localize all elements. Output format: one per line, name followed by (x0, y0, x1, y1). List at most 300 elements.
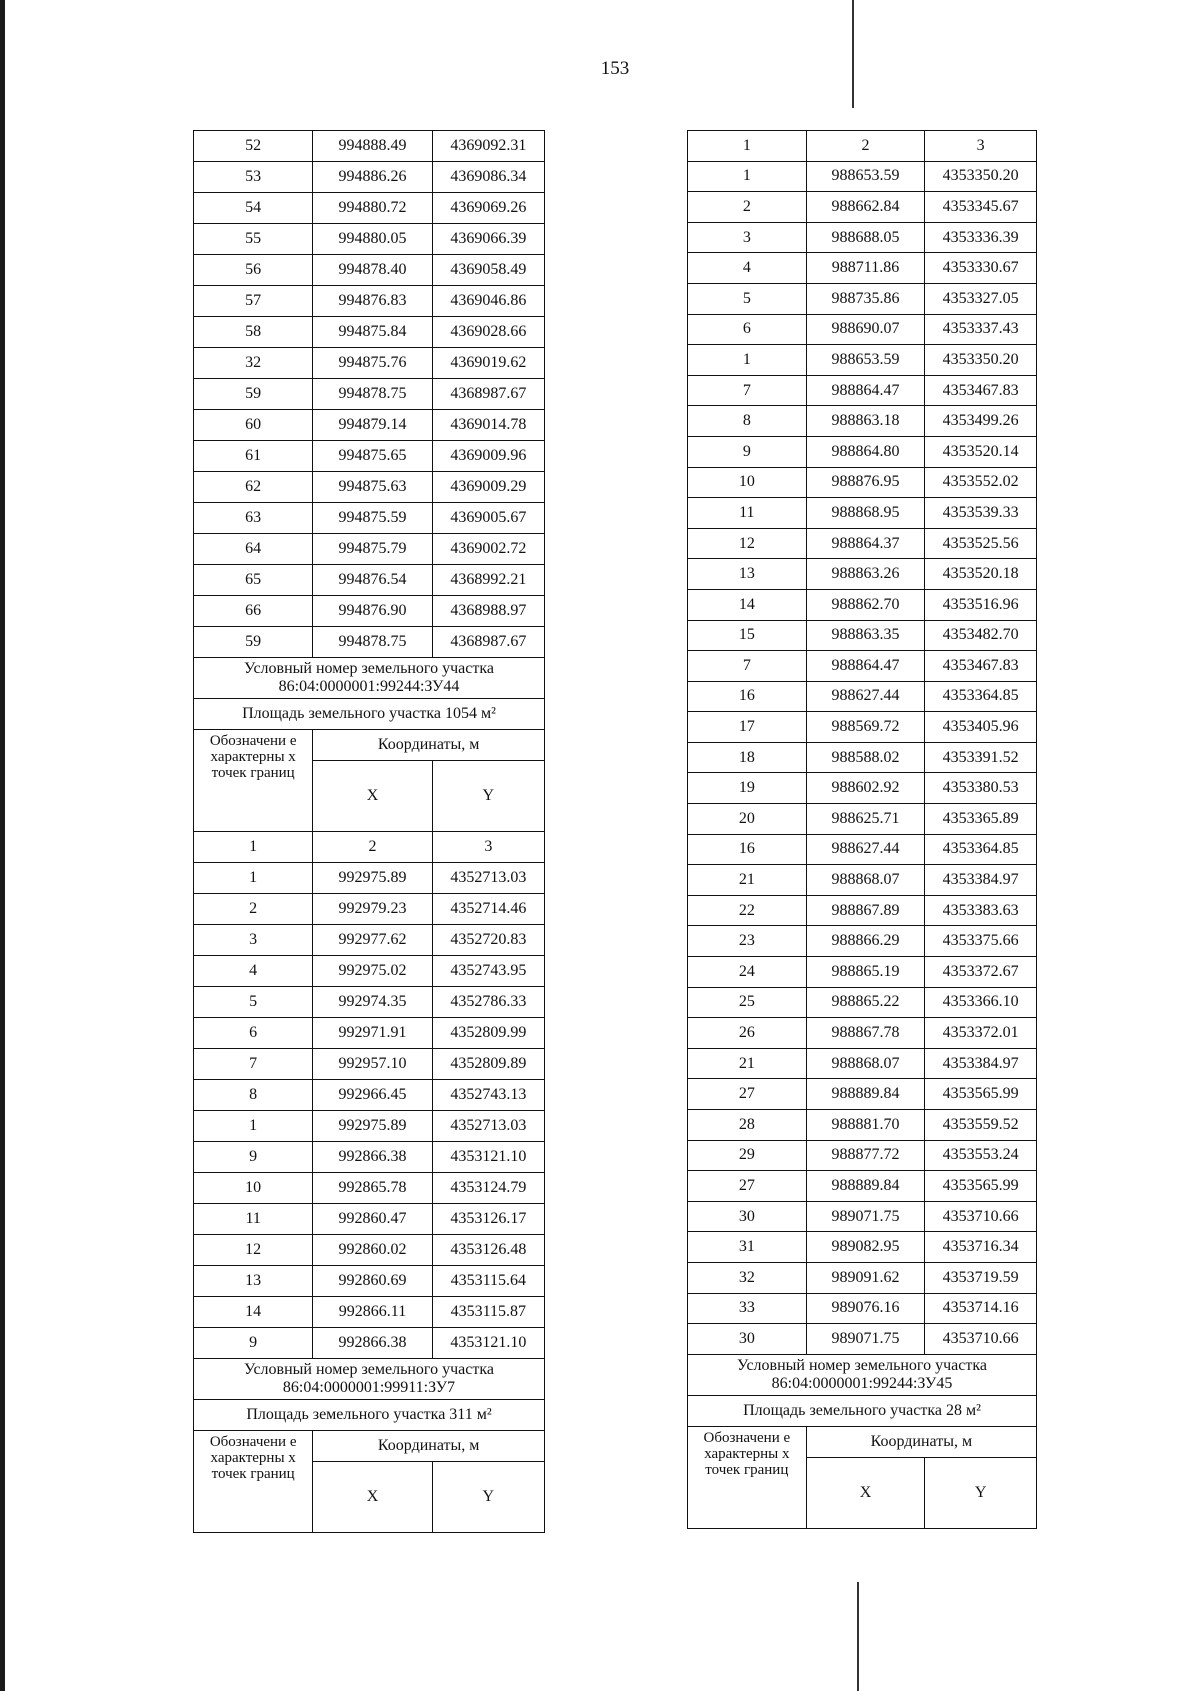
point-number-cell: 9 (688, 436, 807, 467)
x-coordinate-cell: 994875.65 (313, 441, 432, 472)
x-coordinate-cell: 988864.47 (806, 375, 925, 406)
y-coordinate-cell: 4353499.26 (925, 406, 1037, 437)
y-coordinate-cell: 4369002.72 (432, 534, 544, 565)
point-designation-header: Обозначени е характерны х точек границ (194, 730, 313, 832)
x-coordinate-cell: 988881.70 (806, 1110, 925, 1141)
y-coordinate-cell: 4352743.13 (432, 1080, 544, 1111)
point-number-cell: 17 (688, 712, 807, 743)
table-row (194, 1266, 545, 1297)
table-row (688, 1018, 1037, 1049)
coordinates-header: Координаты, м (313, 730, 545, 761)
point-number-cell: 27 (688, 1079, 807, 1110)
y-coordinate-cell: 4352809.89 (432, 1049, 544, 1080)
point-number-cell: 3 (194, 925, 313, 956)
table-row (194, 1173, 545, 1204)
point-number-cell: 8 (194, 1080, 313, 1111)
table-row (194, 162, 545, 193)
y-coordinate-cell: 4353336.39 (925, 222, 1037, 253)
x-header: X (806, 1457, 925, 1528)
y-coordinate-cell: 4353121.10 (432, 1328, 544, 1359)
point-number-cell: 10 (688, 467, 807, 498)
x-coordinate-cell: 992975.02 (313, 956, 432, 987)
table-row (194, 503, 545, 534)
x-coordinate-cell: 992865.78 (313, 1173, 432, 1204)
parcel-number: Условный номер земельного участка 86:04:0000001:99244:ЗУ45 (688, 1354, 1037, 1395)
y-coordinate-cell: 4353482.70 (925, 620, 1037, 651)
right-column (687, 130, 1037, 1529)
y-coordinate-cell: 4353525.56 (925, 528, 1037, 559)
y-coordinate-cell: 4369019.62 (432, 348, 544, 379)
x-coordinate-cell: 994876.54 (313, 565, 432, 596)
point-number-cell: 56 (194, 255, 313, 286)
x-coordinate-cell: 994880.72 (313, 193, 432, 224)
left-coordinates-table (193, 130, 545, 1533)
y-coordinate-cell: 4353364.85 (925, 834, 1037, 865)
point-number-cell: 1 (688, 161, 807, 192)
table-row (688, 865, 1037, 896)
y-coordinate-cell: 4353327.05 (925, 283, 1037, 314)
point-number-cell: 20 (688, 804, 807, 835)
table-row (194, 224, 545, 255)
y-coordinate-cell: 4353384.97 (925, 865, 1037, 896)
y-coordinate-cell: 4353539.33 (925, 498, 1037, 529)
x-coordinate-cell: 988868.07 (806, 1048, 925, 1079)
y-coordinate-cell: 4352743.95 (432, 956, 544, 987)
y-coordinate-cell: 4353126.48 (432, 1235, 544, 1266)
point-number-cell: 1 (194, 863, 313, 894)
table-row (194, 863, 545, 894)
table-row (194, 441, 545, 472)
table-row (194, 1080, 545, 1111)
x-coordinate-cell: 988602.92 (806, 773, 925, 804)
point-number-cell: 15 (688, 620, 807, 651)
x-coordinate-cell: 994876.90 (313, 596, 432, 627)
point-number-cell: 53 (194, 162, 313, 193)
table-row (688, 467, 1037, 498)
x-coordinate-cell: 989071.75 (806, 1201, 925, 1232)
point-number-cell: 7 (688, 651, 807, 682)
y-coordinate-cell: 4353391.52 (925, 742, 1037, 773)
table-row (688, 314, 1037, 345)
point-number-cell: 11 (194, 1204, 313, 1235)
x-coordinate-cell: 988864.80 (806, 436, 925, 467)
x-coordinate-cell: 988867.89 (806, 895, 925, 926)
y-coordinate-cell: 4369014.78 (432, 410, 544, 441)
point-number-cell: 59 (194, 627, 313, 658)
table-row (688, 987, 1037, 1018)
point-number-cell: 5 (194, 987, 313, 1018)
y-coordinate-cell: 4353719.59 (925, 1262, 1037, 1293)
y-coordinate-cell: 4352714.46 (432, 894, 544, 925)
y-coordinate-cell: 4369086.34 (432, 162, 544, 193)
table-row (194, 1111, 545, 1142)
x-coordinate-cell: 992866.11 (313, 1297, 432, 1328)
x-coordinate-cell: 994878.75 (313, 379, 432, 410)
x-coordinate-cell: 988889.84 (806, 1079, 925, 1110)
y-coordinate-cell: 4352786.33 (432, 987, 544, 1018)
x-coordinate-cell: 994886.26 (313, 162, 432, 193)
table-row (194, 1204, 545, 1235)
y-coordinate-cell: 4352713.03 (432, 863, 544, 894)
column-number: 3 (925, 131, 1037, 162)
point-number-cell: 30 (688, 1324, 807, 1355)
y-coordinate-cell: 4353714.16 (925, 1293, 1037, 1324)
x-coordinate-cell: 988863.35 (806, 620, 925, 651)
x-coordinate-cell: 992971.91 (313, 1018, 432, 1049)
y-coordinate-cell: 4353372.67 (925, 957, 1037, 988)
y-coordinate-cell: 4353126.17 (432, 1204, 544, 1235)
table-row (194, 348, 545, 379)
x-coordinate-cell: 988627.44 (806, 681, 925, 712)
point-number-cell: 11 (688, 498, 807, 529)
x-coordinate-cell: 994879.14 (313, 410, 432, 441)
y-coordinate-cell: 4353467.83 (925, 651, 1037, 682)
table-row (688, 742, 1037, 773)
x-coordinate-cell: 988662.84 (806, 192, 925, 223)
y-coordinate-cell: 4353565.99 (925, 1079, 1037, 1110)
y-coordinate-cell: 4369005.67 (432, 503, 544, 534)
table-row (688, 1324, 1037, 1355)
y-coordinate-cell: 4353365.89 (925, 804, 1037, 835)
point-number-cell: 30 (688, 1201, 807, 1232)
x-coordinate-cell: 989076.16 (806, 1293, 925, 1324)
x-coordinate-cell: 988889.84 (806, 1171, 925, 1202)
point-number-cell: 60 (194, 410, 313, 441)
point-designation-header: Обозначени е характерны х точек границ (194, 1431, 313, 1533)
table-row (688, 589, 1037, 620)
table-row (194, 379, 545, 410)
table-row (688, 1171, 1037, 1202)
x-coordinate-cell: 988690.07 (806, 314, 925, 345)
x-coordinate-cell: 988688.05 (806, 222, 925, 253)
point-number-cell: 4 (688, 253, 807, 284)
x-coordinate-cell: 994875.79 (313, 534, 432, 565)
page-number: 153 (600, 58, 630, 79)
y-header: Y (432, 761, 544, 832)
coordinates-header: Координаты, м (806, 1426, 1036, 1457)
table-row (194, 956, 545, 987)
table-row (688, 528, 1037, 559)
table-row (688, 1140, 1037, 1171)
point-number-cell: 4 (194, 956, 313, 987)
point-number-cell: 21 (688, 865, 807, 896)
y-coordinate-cell: 4368988.97 (432, 596, 544, 627)
point-number-cell: 9 (194, 1328, 313, 1359)
y-coordinate-cell: 4369069.26 (432, 193, 544, 224)
y-coordinate-cell: 4369009.96 (432, 441, 544, 472)
y-coordinate-cell: 4353350.20 (925, 161, 1037, 192)
y-coordinate-cell: 4353124.79 (432, 1173, 544, 1204)
table-row (688, 192, 1037, 223)
point-number-cell: 8 (688, 406, 807, 437)
right-coordinates-table (687, 130, 1037, 1529)
table-row (194, 193, 545, 224)
x-coordinate-cell: 988569.72 (806, 712, 925, 743)
point-number-cell: 23 (688, 926, 807, 957)
y-coordinate-cell: 4368987.67 (432, 627, 544, 658)
table-row (688, 1293, 1037, 1324)
point-number-cell: 6 (194, 1018, 313, 1049)
point-number-cell: 26 (688, 1018, 807, 1049)
x-coordinate-cell: 988653.59 (806, 161, 925, 192)
y-coordinate-cell: 4353115.87 (432, 1297, 544, 1328)
table-row (688, 895, 1037, 926)
point-number-cell: 29 (688, 1140, 807, 1171)
point-number-cell: 54 (194, 193, 313, 224)
table-row (194, 317, 545, 348)
y-coordinate-cell: 4352720.83 (432, 925, 544, 956)
table-row (688, 498, 1037, 529)
table-row (688, 926, 1037, 957)
table-row (194, 925, 545, 956)
parcel-area: Площадь земельного участка 1054 м² (194, 699, 545, 730)
x-coordinate-cell: 988863.26 (806, 559, 925, 590)
y-header: Y (925, 1457, 1037, 1528)
point-number-cell: 63 (194, 503, 313, 534)
y-coordinate-cell: 4353553.24 (925, 1140, 1037, 1171)
x-coordinate-cell: 988864.37 (806, 528, 925, 559)
point-number-cell: 24 (688, 957, 807, 988)
x-coordinate-cell: 988877.72 (806, 1140, 925, 1171)
point-number-cell: 32 (688, 1262, 807, 1293)
y-coordinate-cell: 4353405.96 (925, 712, 1037, 743)
point-number-cell: 12 (688, 528, 807, 559)
y-coordinate-cell: 4353520.14 (925, 436, 1037, 467)
y-header: Y (432, 1462, 544, 1533)
point-number-cell: 1 (194, 1111, 313, 1142)
y-coordinate-cell: 4353115.64 (432, 1266, 544, 1297)
table-row (688, 375, 1037, 406)
parcel-area: Площадь земельного участка 311 м² (194, 1400, 545, 1431)
x-coordinate-cell: 994880.05 (313, 224, 432, 255)
x-coordinate-cell: 992966.45 (313, 1080, 432, 1111)
point-number-cell: 33 (688, 1293, 807, 1324)
point-number-cell: 65 (194, 565, 313, 596)
table-row (688, 436, 1037, 467)
y-coordinate-cell: 4352809.99 (432, 1018, 544, 1049)
point-number-cell: 14 (194, 1297, 313, 1328)
table-row (688, 406, 1037, 437)
point-number-cell: 52 (194, 131, 313, 162)
point-number-cell: 21 (688, 1048, 807, 1079)
table-row (688, 253, 1037, 284)
y-coordinate-cell: 4352713.03 (432, 1111, 544, 1142)
x-coordinate-cell: 992860.69 (313, 1266, 432, 1297)
y-coordinate-cell: 4369028.66 (432, 317, 544, 348)
table-row (688, 957, 1037, 988)
x-coordinate-cell: 994875.76 (313, 348, 432, 379)
table-row (194, 1297, 545, 1328)
x-coordinate-cell: 988735.86 (806, 283, 925, 314)
point-number-cell: 32 (194, 348, 313, 379)
y-coordinate-cell: 4353710.66 (925, 1201, 1037, 1232)
point-number-cell: 12 (194, 1235, 313, 1266)
table-row (688, 651, 1037, 682)
x-coordinate-cell: 988868.07 (806, 865, 925, 896)
point-number-cell: 57 (194, 286, 313, 317)
table-row (688, 773, 1037, 804)
point-number-cell: 2 (194, 894, 313, 925)
x-coordinate-cell: 989082.95 (806, 1232, 925, 1263)
y-coordinate-cell: 4353121.10 (432, 1142, 544, 1173)
point-number-cell: 16 (688, 834, 807, 865)
left-column (193, 130, 545, 1533)
x-coordinate-cell: 988711.86 (806, 253, 925, 284)
y-coordinate-cell: 4353345.67 (925, 192, 1037, 223)
table-row (688, 1048, 1037, 1079)
y-coordinate-cell: 4353366.10 (925, 987, 1037, 1018)
x-coordinate-cell: 988868.95 (806, 498, 925, 529)
x-coordinate-cell: 992977.62 (313, 925, 432, 956)
y-coordinate-cell: 4353467.83 (925, 375, 1037, 406)
table-row (194, 1049, 545, 1080)
point-number-cell: 1 (688, 345, 807, 376)
coordinates-header: Координаты, м (313, 1431, 545, 1462)
y-coordinate-cell: 4353384.97 (925, 1048, 1037, 1079)
table-row (194, 1018, 545, 1049)
x-coordinate-cell: 994875.84 (313, 317, 432, 348)
x-coordinate-cell: 988865.22 (806, 987, 925, 1018)
table-row (688, 161, 1037, 192)
table-row (194, 894, 545, 925)
table-row (688, 1201, 1037, 1232)
x-header: X (313, 1462, 432, 1533)
table-row (688, 1232, 1037, 1263)
x-coordinate-cell: 994875.63 (313, 472, 432, 503)
y-coordinate-cell: 4353516.96 (925, 589, 1037, 620)
point-number-cell: 62 (194, 472, 313, 503)
point-number-cell: 55 (194, 224, 313, 255)
table-row (194, 987, 545, 1018)
parcel-number: Условный номер земельного участка 86:04:0000001:99244:ЗУ44 (194, 658, 545, 699)
table-row (194, 410, 545, 441)
x-coordinate-cell: 994878.40 (313, 255, 432, 286)
table-row (194, 534, 545, 565)
table-row (688, 681, 1037, 712)
scan-mark-bottom (857, 1582, 859, 1691)
x-coordinate-cell: 988653.59 (806, 345, 925, 376)
x-coordinate-cell: 992975.89 (313, 863, 432, 894)
point-number-cell: 5 (688, 283, 807, 314)
scan-edge (0, 0, 5, 1691)
x-coordinate-cell: 992866.38 (313, 1142, 432, 1173)
table-row (688, 559, 1037, 590)
x-coordinate-cell: 988627.44 (806, 834, 925, 865)
point-number-cell: 9 (194, 1142, 313, 1173)
table-row (688, 834, 1037, 865)
parcel-number: Условный номер земельного участка 86:04:0000001:99911:ЗУ7 (194, 1359, 545, 1400)
table-row (194, 286, 545, 317)
point-number-cell: 2 (688, 192, 807, 223)
y-coordinate-cell: 4368992.21 (432, 565, 544, 596)
point-number-cell: 6 (688, 314, 807, 345)
x-header: X (313, 761, 432, 832)
x-coordinate-cell: 988865.19 (806, 957, 925, 988)
point-number-cell: 25 (688, 987, 807, 1018)
point-number-cell: 61 (194, 441, 313, 472)
y-coordinate-cell: 4369046.86 (432, 286, 544, 317)
table-row (194, 131, 545, 162)
x-coordinate-cell: 992979.23 (313, 894, 432, 925)
point-number-cell: 19 (688, 773, 807, 804)
x-coordinate-cell: 989071.75 (806, 1324, 925, 1355)
column-number: 3 (432, 832, 544, 863)
table-row (194, 596, 545, 627)
x-coordinate-cell: 988862.70 (806, 589, 925, 620)
table-row (194, 1328, 545, 1359)
x-coordinate-cell: 992957.10 (313, 1049, 432, 1080)
point-number-cell: 18 (688, 742, 807, 773)
x-coordinate-cell: 988863.18 (806, 406, 925, 437)
point-number-cell: 22 (688, 895, 807, 926)
table-row (688, 620, 1037, 651)
table-row (688, 345, 1037, 376)
point-number-cell: 66 (194, 596, 313, 627)
x-coordinate-cell: 992860.47 (313, 1204, 432, 1235)
y-coordinate-cell: 4353364.85 (925, 681, 1037, 712)
x-coordinate-cell: 992866.38 (313, 1328, 432, 1359)
point-number-cell: 58 (194, 317, 313, 348)
table-row (194, 255, 545, 286)
point-number-cell: 10 (194, 1173, 313, 1204)
y-coordinate-cell: 4368987.67 (432, 379, 544, 410)
x-coordinate-cell: 994875.59 (313, 503, 432, 534)
y-coordinate-cell: 4353565.99 (925, 1171, 1037, 1202)
x-coordinate-cell: 994878.75 (313, 627, 432, 658)
column-number: 1 (194, 832, 313, 863)
column-number: 2 (806, 131, 925, 162)
point-designation-header: Обозначени е характерны х точек границ (688, 1426, 807, 1528)
y-coordinate-cell: 4353552.02 (925, 467, 1037, 498)
x-coordinate-cell: 988866.29 (806, 926, 925, 957)
y-coordinate-cell: 4353350.20 (925, 345, 1037, 376)
point-number-cell: 14 (688, 589, 807, 620)
y-coordinate-cell: 4369058.49 (432, 255, 544, 286)
y-coordinate-cell: 4369092.31 (432, 131, 544, 162)
point-number-cell: 13 (688, 559, 807, 590)
y-coordinate-cell: 4353520.18 (925, 559, 1037, 590)
x-coordinate-cell: 992860.02 (313, 1235, 432, 1266)
x-coordinate-cell: 988864.47 (806, 651, 925, 682)
table-row (688, 1110, 1037, 1141)
table-row (688, 712, 1037, 743)
x-coordinate-cell: 988588.02 (806, 742, 925, 773)
table-row (688, 1079, 1037, 1110)
y-coordinate-cell: 4353337.43 (925, 314, 1037, 345)
table-row (194, 1235, 545, 1266)
point-number-cell: 3 (688, 222, 807, 253)
point-number-cell: 7 (688, 375, 807, 406)
table-row (194, 565, 545, 596)
y-coordinate-cell: 4353375.66 (925, 926, 1037, 957)
x-coordinate-cell: 989091.62 (806, 1262, 925, 1293)
x-coordinate-cell: 994876.83 (313, 286, 432, 317)
point-number-cell: 16 (688, 681, 807, 712)
table-row (688, 1262, 1037, 1293)
table-row (194, 1142, 545, 1173)
y-coordinate-cell: 4353383.63 (925, 895, 1037, 926)
point-number-cell: 13 (194, 1266, 313, 1297)
x-coordinate-cell: 988625.71 (806, 804, 925, 835)
point-number-cell: 7 (194, 1049, 313, 1080)
y-coordinate-cell: 4353559.52 (925, 1110, 1037, 1141)
column-number: 1 (688, 131, 807, 162)
point-number-cell: 28 (688, 1110, 807, 1141)
x-coordinate-cell: 994888.49 (313, 131, 432, 162)
y-coordinate-cell: 4353710.66 (925, 1324, 1037, 1355)
x-coordinate-cell: 992975.89 (313, 1111, 432, 1142)
x-coordinate-cell: 992974.35 (313, 987, 432, 1018)
